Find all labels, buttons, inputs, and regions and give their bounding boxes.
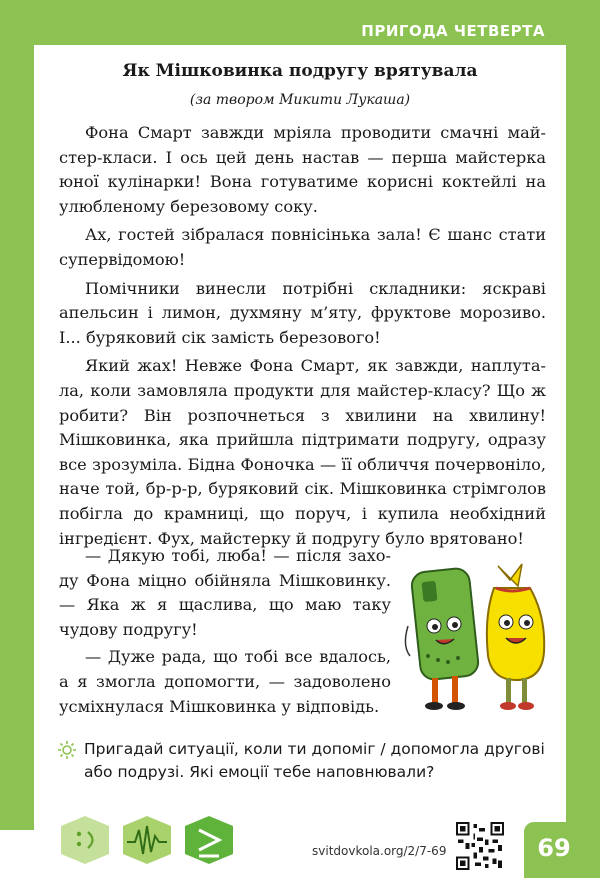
paragraph: Помічники винесли потрібні складники: яскраві апельсин і лимон, духмяну м’яту, фруктове морозиво. І... буряковий сік замість березового! bbox=[59, 278, 546, 347]
dialog-line: — Дякую тобі, люба! — після заходу Фона міцно обійняла Мішковинку. — Яка ж я щаслива, що маю таку чудову подругу! bbox=[59, 546, 391, 639]
greater-than-icon bbox=[185, 816, 233, 864]
chapter-label: ПРИГОДА ЧЕТВЕРТА bbox=[361, 22, 545, 40]
story-body bbox=[59, 121, 546, 555]
sack-character bbox=[487, 564, 544, 710]
dialog-block bbox=[59, 544, 391, 722]
dialog-line: — Дуже рада, що тобі все вдалось, а я змогла допомогти, — задоволено усміхнулася Мішковинка у відповідь. bbox=[59, 647, 391, 716]
task-question: Пригадай ситуації, коли ти допоміг / допомогла другові або подрузі. Які емоції тебе наповнювали? bbox=[84, 740, 545, 781]
right-border bbox=[566, 45, 600, 830]
paragraph: Ах, гостей зібралася повнісінька зала! Є шанс стати супервідомою! bbox=[59, 225, 546, 269]
heartbeat-icon bbox=[123, 816, 171, 864]
qr-code-icon[interactable] bbox=[456, 822, 504, 870]
story-title: Як Мішковинка подругу врятувала bbox=[122, 61, 478, 81]
story-subtitle: (за твором Микити Лукаша) bbox=[189, 92, 411, 108]
page-number: 69 bbox=[537, 834, 571, 862]
sun-icon bbox=[58, 741, 76, 759]
left-border bbox=[0, 45, 34, 830]
phone-character bbox=[405, 567, 479, 710]
task-block bbox=[58, 738, 548, 784]
paragraph: Фона Смарт завжди мріяла проводити смачні майстер-класи. І ось цей день настав — перша майстерка юної кулінарки! Вона готуватиме корисні коктейлі на улюбленому березовому соку. bbox=[59, 123, 546, 216]
footer-url[interactable]: svitdovkola.org/2/7-69 bbox=[312, 844, 447, 858]
characters-illustration bbox=[398, 556, 548, 716]
badge-row bbox=[55, 810, 255, 870]
smiley-icon bbox=[61, 816, 109, 864]
paragraph: Який жах! Невже Фона Смарт, як завжди, наплутала, коли замовляла продукти для майстер-класу? Що ж робити? Він розпочнеться з хвилини на хвилину! Мішковинка, яка прийшла підтримати подругу, одразу все зрозуміла. Бідна Фоночка — її обличчя почервоніло, наче той, бр-р-р, буряковий сік. Мішковинка стрімголов побігла до крамниці, що поруч, і купила необхідний інгредієнт. Фух, майстерку й подругу було врятовано! bbox=[59, 356, 546, 548]
